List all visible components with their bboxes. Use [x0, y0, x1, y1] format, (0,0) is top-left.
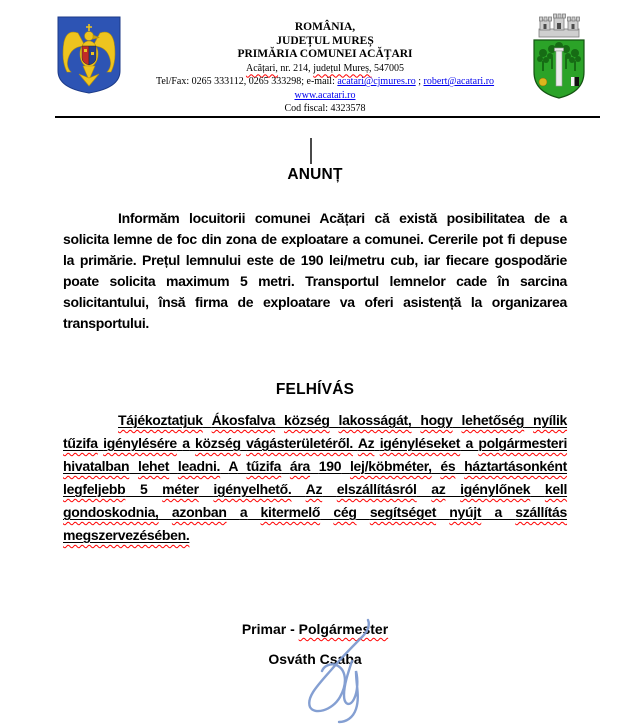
letterhead-county: JUDEȚUL MUREȘ — [276, 34, 374, 47]
letterhead-country: ROMÂNIA, — [294, 21, 356, 33]
email-link-primary[interactable]: acatari@cjmures.ro — [337, 76, 416, 87]
signature-name: Osváth Csaba — [268, 651, 362, 667]
announcement-title-hu: FELHÍVÁS — [275, 381, 355, 398]
announcement-paragraph-ro: Informăm locuitorii comunei Acățari că există posibilitatea de a solicita lemne de foc din zona de exploatare a comunei. Cererile pot fi depuse la primărie. Prețul lemnului este de 190 lei/metru cub, iar fiecare gospodărie poate solicita maximum 5 metri. Transportul lemnelor cade în sarcina solicitantului, însă firma de exploatare va oferi asistență la organizarea transportului. — [63, 210, 567, 331]
letterhead-website-line — [122, 89, 528, 103]
acatari-coat-of-arms-icon — [527, 11, 591, 106]
romania-coat-of-arms-icon — [57, 16, 121, 99]
letterhead-address: Acățari, nr. 214, județul Mureș, 547005 — [245, 62, 405, 74]
website-link[interactable]: www.acatari.ro — [294, 89, 356, 101]
fiscal-code-line: Cod fiscal: 4323578 — [284, 103, 366, 114]
letterhead-contact-line — [122, 75, 528, 89]
email-link-secondary[interactable]: robert@acatari.ro — [423, 76, 495, 87]
announcement-paragraph-hu: Tájékoztatjuk Ákosfalva község lakosságát, hogy lehetőség nyílik tűzifa igénylésére a község vágásterületéről. Az igényléseket a polgármesteri hivatalban lehet leadni. A tűzifa ára 190 lej/köbméter, és háztartásonként legfeljebb 5 méter igényelhető. Az elszállításról az igénylőnek kell gondoskodnia, azonban a kitermelő cég segítséget nyújt a szállítás megszervezésében. — [63, 412, 568, 543]
announcement-title-ro: ANUNȚ — [287, 166, 343, 183]
email-separator: ; — [415, 76, 424, 87]
signature-role: Primar - Polgármester — [241, 621, 389, 637]
text-cursor-mark — [310, 138, 312, 164]
header-divider — [55, 116, 600, 118]
letterhead-municipality: PRIMĂRIA COMUNEI ACĂȚARI — [237, 48, 413, 60]
telfax-label: Tel/Fax: 0265 333112, 0265 333298; e-mail: — [155, 76, 338, 87]
letterhead — [122, 21, 528, 116]
